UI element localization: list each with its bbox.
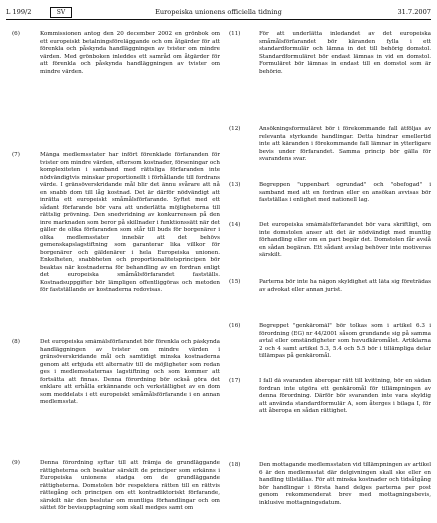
recital-number: (8) [12,339,20,345]
journal-title: Europeiska unionens officiella tidning [155,8,282,16]
language-badge: SV [50,7,72,18]
recital-number: (7) [12,152,20,158]
recital-number: (6) [12,31,20,37]
recital-number: (11) [229,31,241,37]
recital-number: (15) [229,279,241,285]
recital-text: Parterna bör inte ha någon skyldighet att låta sig företrädas av advokat eller annan jurist. [259,279,431,293]
recital-text: Kommissionen antog den 20 december 2002 en grönbok om ett europeiskt betalningsföreläggande och om åtgärder för att förenkla och påskynda handläggningen av tvister om mindre värden. Med grönboken inleddes ett samråd om åtgärder för att förenkla och påskynda handläggningen av tvister om mindre värden. [40,31,220,75]
recital-text: Begreppet "genkäromål" bör tolkas som i artikel 6.3 i förordning (EG) nr 44/2001 såsom grundande sig på samma avtal eller omständigheter som huvudkäromålet. Artiklarna 2 och 4 samt artikel 5.3, 5.4 och 5.5 bör i tillämpliga delar tillämpas på genkäromål. [259,323,431,359]
recital-text: Den mottagande medlemsstaten vid tillämpningen av artikel 6 är den medlemsstat där delgivningen skall ske eller en handling tillställas. För att minska kostnader och tidsåtgång bör handlingar i första hand delges parterna per post genom rekommenderat brev med mottagningsbevis, inklusive mottagningsdatum. [259,462,431,506]
header-rule [6,19,431,20]
recital-number: (16) [229,323,241,329]
page-number: L 199/2 [6,8,32,16]
page-header [6,5,431,19]
recital-number: (13) [229,182,241,188]
recital-number: (18) [229,462,241,468]
recital-number: (14) [229,222,241,228]
publication-date: 31.7.2007 [397,8,431,16]
recital-number: (9) [12,460,20,466]
recital-text: I fall då svaranden åberopar rätt till kvittning, bör en sådan fordran inte utgöra ett genkäromål för tillämpningen av denna förordning. Därför bör svaranden inte vara skyldig att använda standardformulär A, som återges i bilaga I, för att åberopa en sådan rättighet. [259,378,431,414]
recital-text: Det europeiska småmålsförfarandet bör förenkla och påskynda handläggningen av tvister om mindre värden i gränsöverskridande mål och samtidigt minska kostnaderna genom att erbjuda ett alternativ till de möjligheter som redan ges i medlemsstaternas lagstiftning och som kommer att fortsätta att finnas. Denna förordning bör också göra det enklare att erhålla erkännande och verkställighet av en dom som meddelats i ett europeiskt småmålsförfarande i en annan medlemsstat. [40,339,220,405]
recital-text: Begreppen "uppenbart ogrundad" och "obefogad" i samband med att en fordran eller en ansökan avvisas bör fastställas i enlighet med nationell lag. [259,182,431,203]
recital-text: Det europeiska småmålsförfarandet bör vara skriftligt, om inte domstolen anser att det är nödvändigt med muntlig förhandling eller om en part begär det. Domstolen får avslå en sådan begäran. Ett sådant avslag behöver inte motiveras särskilt. [259,222,431,258]
recital-text: Denna förordning syftar till att främja de grundläggande rättigheterna och beaktar särskilt de principer som erkänns i Europeiska unionens stadga om de grundläggande rättigheterna. Domstolen bör respektera rätten till en rättvis rättegång och principen om ett kontradiktoriskt förfarande, särskilt när den beslutar om muntliga förhandlingar och om sättet för bevisupptagning som skall medges samt om [40,460,220,511]
recital-number: (17) [229,378,241,384]
recital-text: Ansökningsformuläret bör i förekommande fall åtföljas av relevanta styrkande handlingar. Detta hindrar emellertid inte att käranden i förekommande fall lämnar in ytterligare bevis under förfarandet. Samma princip bör gälla för svarandens svar. [259,126,431,162]
recital-text: Många medlemsstater har infört förenklade förfaranden för tvister om mindre värden, eftersom kostnader, förseningar och komplexiteten i samband med rättsliga förfaranden inte nödvändigtvis minskar proportionellt i förhållande till fordrans värde. I gränsöverskridande mål blir det ännu svårare att nå en snabb dom till låg kostnad. Det är därför nödvändigt att inrätta ett europeiskt småmålsförfarande. Syftet med ett sådant förfarande bör vara att underlätta möjligheterna till rättslig prövning. Den snedvridning av konkurrensen på den inre marknaden som beror på skillnader i funktionssätt när det gäller de olika förfaranden som står till buds för borgenärer i olika medlemsstater innebär att det behövs gemenskapslagstiftning som garanterar lika villkor för borgenärer och gäldenärer i hela Europeiska unionen. Enkelheten, snabbheten och proportionalitetsprincipen bör beaktas när kostnaderna för behandling av en fordran enligt det europeiska småmålsförfarandet fastställs. Kostnadsuppgifter bör lämpligen offentliggöras och metoden för fastställande av kostnaderna redovisas. [40,152,220,293]
recital-number: (12) [229,126,241,132]
recital-text: För att underlätta inledandet av det europeiska småmålsförfarandet bör käranden fylla i ett standardformulär och lämna in det till behörig domstol. Standardformuläret bör endast lämnas in vid en domstol. Formuläret bör lämnas in endast till en domstol som är behörig. [259,31,431,73]
